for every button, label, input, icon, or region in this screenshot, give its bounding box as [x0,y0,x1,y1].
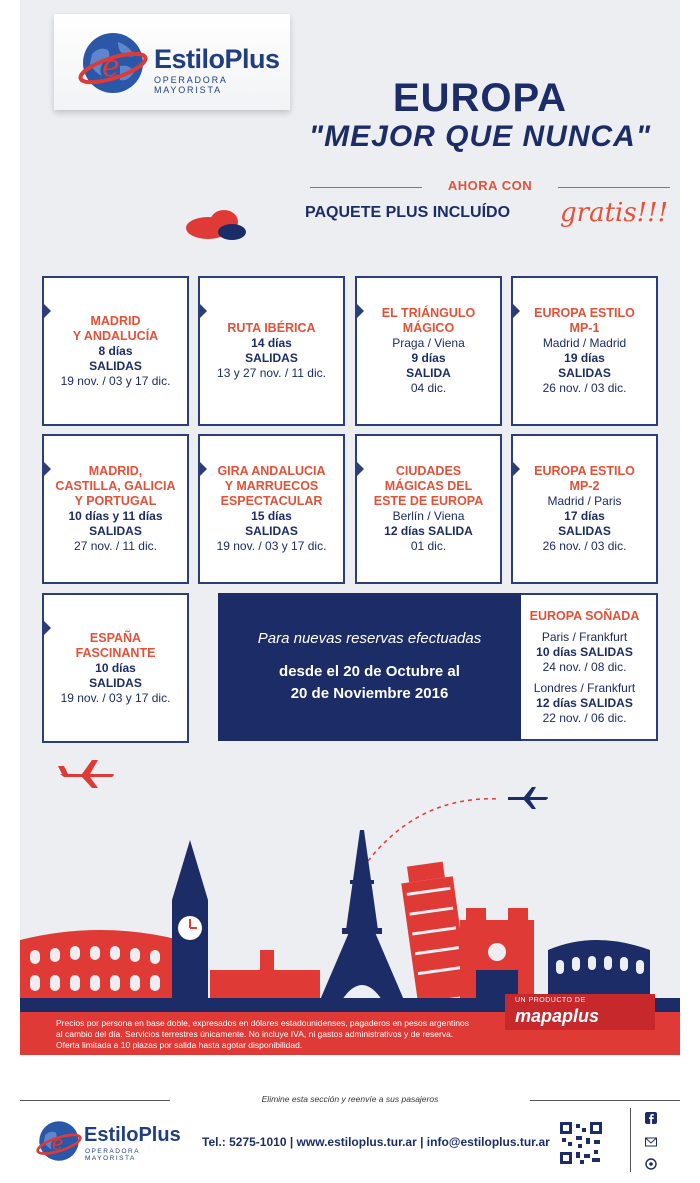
skyline-illustration [20,820,680,1020]
globe-logo-icon [78,28,148,98]
tour-salidas: SALIDAS [89,358,142,373]
footer-divider [630,1108,631,1172]
promo-box [218,593,521,741]
ahora-text: AHORA CON [447,178,533,193]
tour-title: MADRID Y ANDALUCÍA [72,313,159,343]
tour-dates: 26 nov. / 03 dic. [542,381,627,395]
tour-days: 17 días [564,509,605,523]
tour-title: RUTA IBÉRICA [227,321,316,335]
tour-salidas: SALIDAS [89,524,142,538]
tour-days: 10 días [95,660,136,675]
tour-route: Berlín / Viena [392,509,465,523]
tour-days: 14 días [251,336,292,350]
tour-card[interactable] [511,276,658,426]
airplane-icon [56,758,116,790]
mapaplus-small: UN PRODUCTO DE [515,997,586,1004]
qr-code-icon[interactable] [558,1120,604,1166]
tour-title: GIRA ANDALUCIA Y MARRUECOS ESPECTACULAR [217,464,326,508]
mapaplus-logo: mapaplus [515,1006,600,1026]
promo-line-3: 20 de Noviembre 2016 [290,684,449,702]
tour-days: 19 días [564,351,605,365]
ahora-line-right [558,187,670,188]
tour-salidas: SALIDAS [89,675,142,690]
tour-card[interactable] [355,434,502,584]
cloud-icon [180,208,250,240]
tour-route: Madrid / Madrid [542,336,627,350]
tour-title: MADRID, CASTILLA, GALICIA Y PORTUGAL [55,464,176,508]
tour-dates: 24 nov. / 08 dic. [542,659,627,674]
separator-text: Elimine esta sección y reenvíe a sus pasajeros [170,1094,530,1104]
footer-brand-name: EstiloPlus [84,1124,181,1146]
tour-dates: 19 nov. / 03 y 17 dic. [60,373,171,388]
promo-line-1: Para nuevas reservas efectuadas [257,629,482,647]
facebook-icon[interactable] [645,1112,657,1124]
paquete-text: PAQUETE PLUS INCLUÍDO [305,204,511,221]
tour-salidas: SALIDAS [245,351,298,365]
tour-dates: 01 dic. [410,539,447,553]
brand-tagline: OPERADORA MAYORISTA [154,75,228,95]
location-icon[interactable] [645,1158,657,1170]
main-panel [20,0,680,1055]
tour-card[interactable] [355,276,502,426]
tour-salidas: SALIDAS [558,366,611,380]
tour-dates: 04 dic. [410,381,447,395]
tour-days: 8 días [98,343,133,358]
tour-dates: 22 nov. / 06 dic. [542,710,627,725]
tour-route: Paris / Frankfurt [541,629,628,644]
tour-route: Londres / Frankfurt [533,680,636,695]
tour-salidas: SALIDAS [558,524,611,538]
tour-days: 10 días y 11 días [68,509,163,523]
promo-line-2: desde el 20 de Octubre al [279,662,460,680]
tour-title: EUROPA SOÑADA [529,608,640,623]
tour-title: CIUDADES MÁGICAS DEL ESTE DE EUROPA [373,464,484,508]
mail-icon[interactable] [645,1136,657,1148]
globe-logo-icon [36,1118,82,1164]
tour-title: EL TRIÁNGULO MÁGICO [381,306,476,335]
tour-route: Madrid / Paris [547,494,622,508]
tour-dates: 27 nov. / 11 dic. [74,539,157,553]
hero-title: EUROPA [392,76,568,120]
disclaimer-text: Precios por persona en base doble, expresados en dólares estadounidenses, pagaderos en pesos argentinos al cambio del día. Servicios terrestres únicamente. No incluye IVA, ni gastos administrativos y de reserva. Oferta limitada a 10 plazas por salida hasta agotar disponibilidad. [56,1018,470,1050]
tour-card[interactable] [42,434,189,584]
tour-card[interactable] [42,276,189,426]
footer-logo[interactable] [36,1118,186,1168]
tour-dates: 19 nov. / 03 y 17 dic. [60,690,171,705]
tour-dates: 26 nov. / 03 dic. [542,539,627,553]
tour-dates: 13 y 27 nov. / 11 dic. [217,366,326,380]
tour-days: 12 días SALIDA [384,524,473,538]
tour-days: 10 días SALIDAS [536,644,633,659]
tour-card-sonada[interactable] [511,593,658,741]
footer-brand-tagline: OPERADORA MAYORISTA [85,1148,140,1162]
tour-title: EUROPA ESTILO MP-2 [534,464,635,493]
gratis-text: gratis!!! [560,198,669,228]
tour-title: ESPAÑA FASCINANTE [75,630,156,660]
svg-text:e: e [51,1131,64,1155]
tour-card[interactable] [198,434,345,584]
svg-text:e: e [102,49,120,84]
tour-card[interactable] [511,434,658,584]
tour-route: Praga / Viena [392,336,465,350]
tour-days: 12 días SALIDAS [536,695,633,710]
tour-card[interactable] [198,276,345,426]
ahora-row [310,178,670,198]
hero-subtitle: "MEJOR QUE NUNCA" [308,120,652,153]
tour-dates: 19 nov. / 03 y 17 dic. [216,539,327,553]
logo-card[interactable] [54,14,290,110]
tour-days: 15 días [251,509,292,523]
tour-salidas: SALIDAS [245,524,298,538]
tour-days: 9 días [411,351,446,365]
tour-salidas: SALIDA [406,366,451,380]
contact-info[interactable]: Tel.: 5275-1010 | www.estiloplus.tur.ar | info@estiloplus.tur.ar [202,1135,550,1149]
hero [290,76,670,154]
tour-title: EUROPA ESTILO MP-1 [534,306,635,335]
mapaplus-badge[interactable] [505,994,655,1030]
brand-name: EstiloPlus [154,44,280,74]
tour-card[interactable] [42,593,189,743]
